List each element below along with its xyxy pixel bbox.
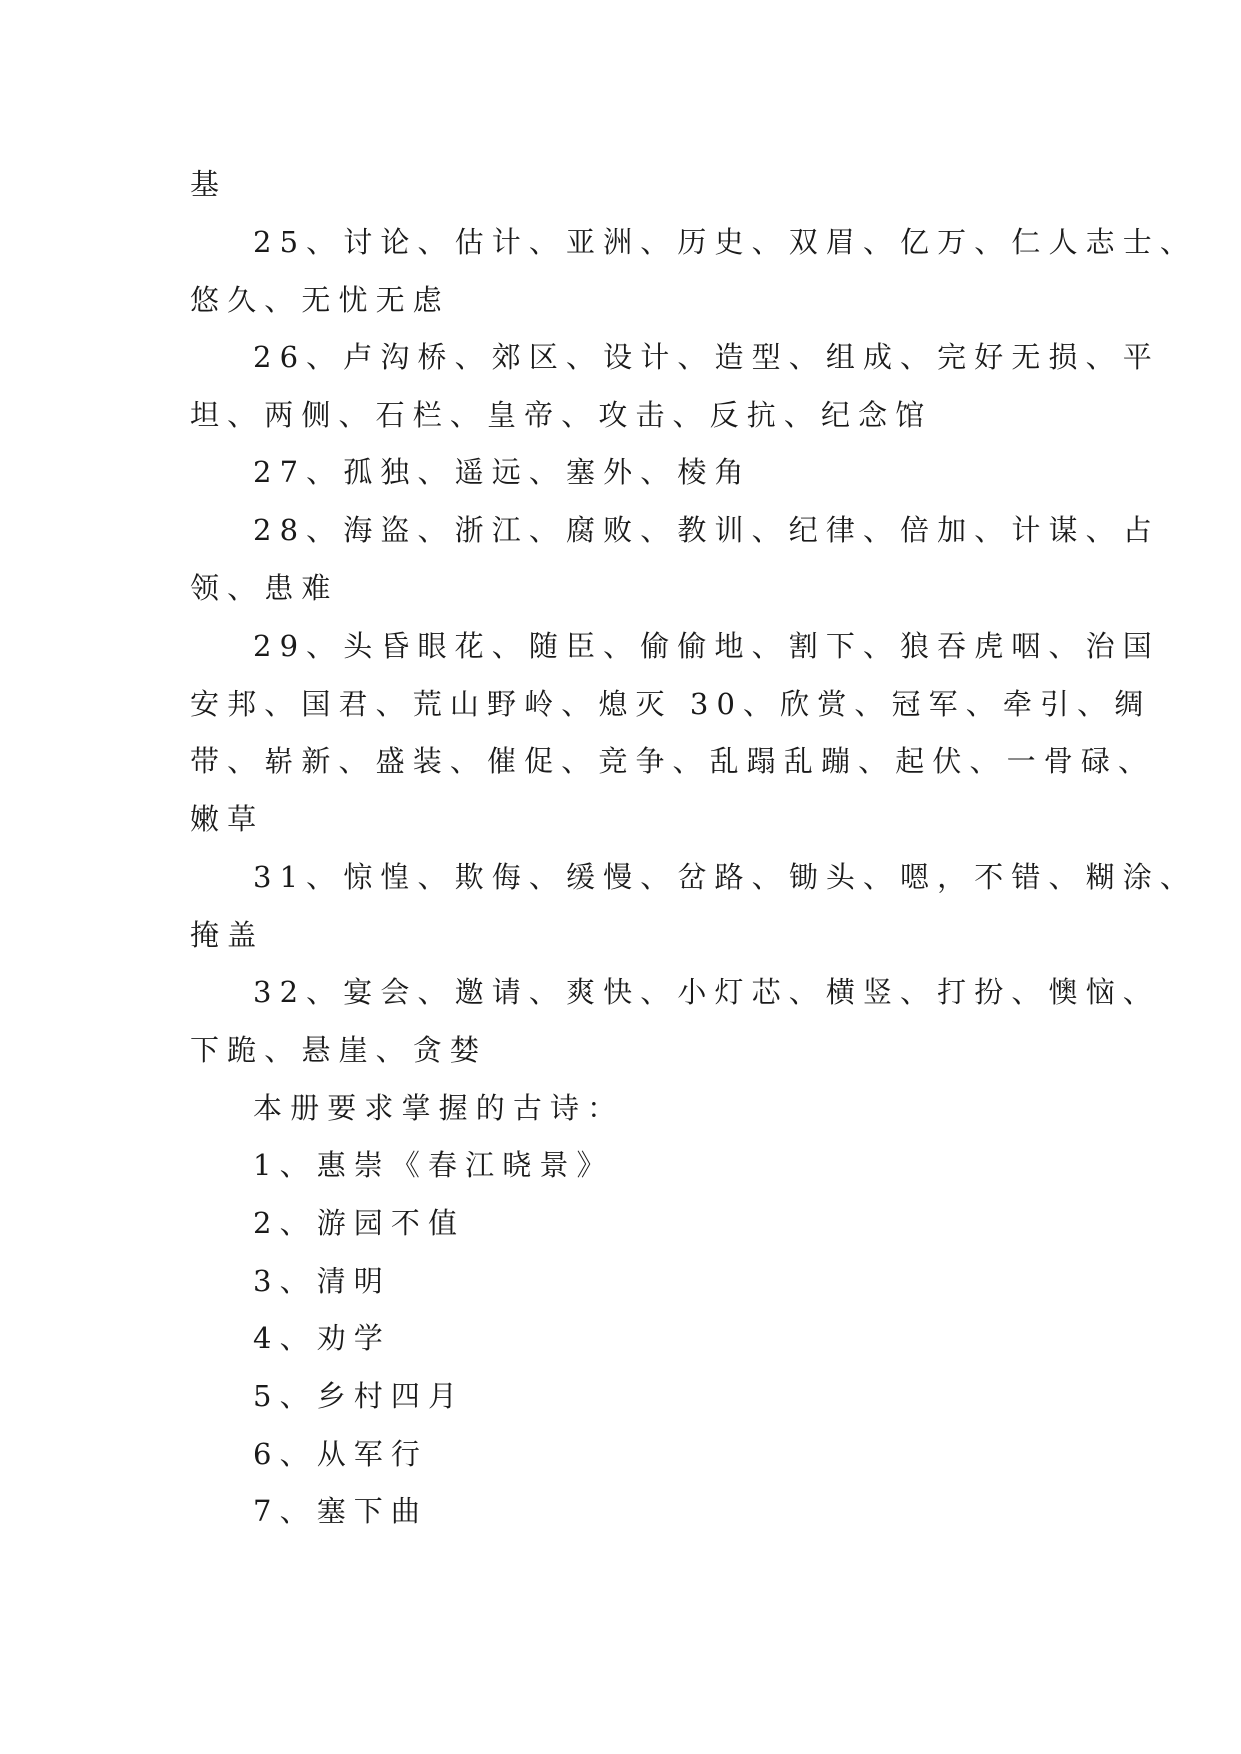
text-line: 悠久、无忧无虑 — [190, 283, 450, 317]
text-line: 29、头昏眼花、随臣、偷偷地、割下、狼吞虎咽、治国 — [253, 629, 1160, 663]
text-line: 5、乡村四月 — [253, 1379, 466, 1413]
text-line: 27、孤独、遥远、塞外、棱角 — [253, 455, 752, 489]
text-line: 下跪、悬崖、贪婪 — [190, 1033, 487, 1067]
text-line: 28、海盗、浙江、腐败、教训、纪律、倍加、计谋、占 — [253, 513, 1160, 547]
text-line: 31、惊惶、欺侮、缓慢、岔路、锄头、嗯，不错、糊涂、 — [253, 860, 1198, 894]
text-line: 1、惠崇《春江晓景》 — [253, 1148, 614, 1182]
text-line: 3、清明 — [253, 1264, 391, 1298]
text-line: 2、游园不值 — [253, 1206, 466, 1240]
text-line: 4、劝学 — [253, 1321, 391, 1355]
text-line: 基 — [190, 167, 228, 201]
text-line: 领、患难 — [190, 571, 339, 605]
text-line: 本册要求掌握的古诗： — [253, 1091, 625, 1125]
text-line: 嫩草 — [190, 802, 265, 836]
text-line: 32、宴会、邀请、爽快、小灯芯、横竖、打扮、懊恼、 — [253, 975, 1160, 1009]
text-line: 坦、两侧、石栏、皇帝、攻击、反抗、纪念馆 — [190, 398, 933, 432]
text-line: 25、讨论、估计、亚洲、历史、双眉、亿万、仁人志士、 — [253, 225, 1198, 259]
text-line: 26、卢沟桥、郊区、设计、造型、组成、完好无损、平 — [253, 340, 1160, 374]
text-line: 6、从军行 — [253, 1437, 429, 1471]
text-line: 安邦、国君、荒山野岭、熄灭 30、欣赏、冠军、牵引、绸 — [190, 687, 1152, 721]
text-line: 带、崭新、盛装、催促、竞争、乱蹋乱蹦、起伏、一骨碌、 — [190, 744, 1156, 778]
text-line: 7、塞下曲 — [253, 1494, 429, 1528]
text-line: 掩盖 — [190, 918, 265, 952]
